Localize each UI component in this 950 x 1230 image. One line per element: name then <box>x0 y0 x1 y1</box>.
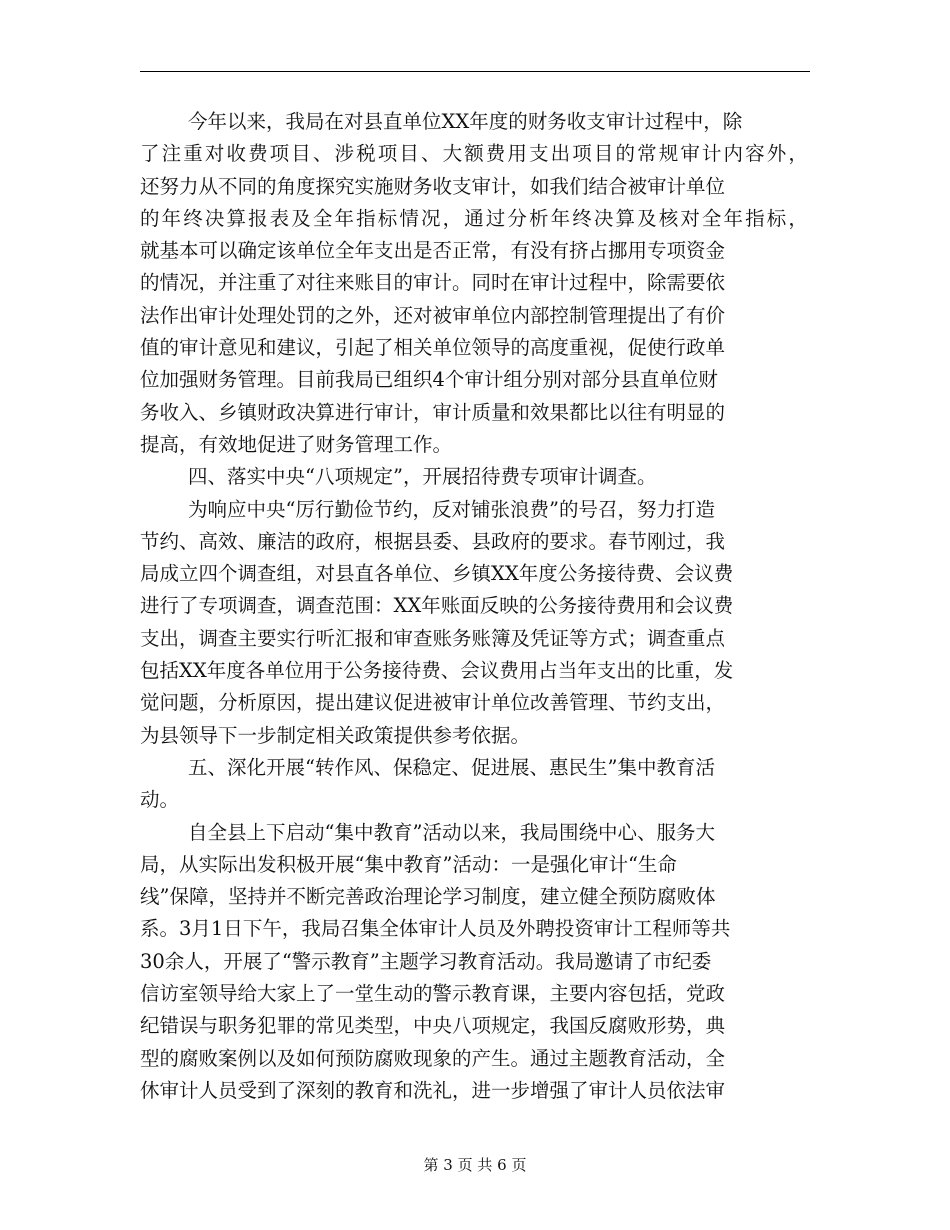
text-line: 为响应中央“厉行勤俭节约，反对铺张浪费”的号召，努力打造 <box>188 497 715 521</box>
text-line: 值的审计意见和建议，引起了相关单位领导的高度重视，促使行政单 <box>140 336 726 360</box>
header-rule <box>140 71 810 72</box>
text-line: 觉问题，分析原因，提出建议促进被审计单位改善管理、节约支出， <box>140 691 726 715</box>
text-line: 还努力从不同的角度探究实施财务收支审计，如我们结合被审计单位 <box>140 174 726 198</box>
text-line: 局成立四个调查组，对县直各单位、乡镇XX年度公务接待费、会议费 <box>140 562 734 586</box>
text-line: 自全县上下启动“集中教育”活动以来，我局围绕中心、服务大 <box>188 820 715 844</box>
text-line: 的年终决算报表及全年指标情况，通过分析年终决算及核对全年指标， <box>140 206 810 230</box>
text-line: 局，从实际出发积极开展“集中教育”活动：一是强化审计“生命 <box>140 852 677 876</box>
text-line: 休审计人员受到了深刻的教育和洗礼，进一步增强了审计人员依法审 <box>140 1078 726 1102</box>
text-line: 为县领导下一步制定相关政策提供参考依据。 <box>140 723 531 747</box>
text-line: 节约、高效、廉洁的政府，根据县委、县政府的要求。春节刚过，我 <box>140 529 726 553</box>
text-line: 今年以来，我局在对县直单位XX年度的财务收支审计过程中，除 <box>188 110 743 133</box>
text-line: 动。 <box>140 788 180 812</box>
text-line: 法作出审计处理处罚的之外，还对被审单位内部控制管理提出了有价 <box>140 303 726 327</box>
text-line: 的情况，并注重了对往来账目的审计。同时在审计过程中，除需要依 <box>140 271 726 295</box>
text-line: 包括XX年度各单位用于公务接待费、会议费用占当年支出的比重，发 <box>140 659 734 683</box>
text-line: 系。3月1日下午，我局召集全体审计人员及外聘投资审计工程师等共 <box>140 917 731 941</box>
text-line: 30余人，开展了“警示教育”主题学习教育活动。我局邀请了市纪委 <box>140 949 712 973</box>
text-line: 了注重对收费项目、涉税项目、大额费用支出项目的常规审计内容外， <box>140 142 810 166</box>
text-line: 就基本可以确定该单位全年支出是否正常，有没有挤占挪用专项资金 <box>140 239 726 263</box>
text-line: 线”保障，坚持并不断完善政治理论学习制度，建立健全预防腐败体 <box>140 885 716 909</box>
text-line: 信访室领导给大家上了一堂生动的警示教育课，主要内容包括，党政 <box>140 982 726 1006</box>
text-line: 四、落实中央“八项规定”，开展招待费专项审计调查。 <box>188 465 657 489</box>
text-line: 纪错误与职务犯罪的常见类型，中央八项规定，我国反腐败形势，典 <box>140 1014 726 1038</box>
text-line: 型的腐败案例以及如何预防腐败现象的产生。通过主题教育活动，全 <box>140 1046 726 1070</box>
text-line: 五、深化开展“转作风、保稳定、促进展、惠民生”集中教育活 <box>188 755 715 779</box>
text-line: 位加强财务管理。目前我局已组织4个审计组分别对部分县直单位财 <box>140 368 718 392</box>
text-line: 进行了专项调查，调查范围：XX年账面反映的公务接待费用和会议费 <box>140 594 734 618</box>
text-line: 提高，有效地促进了财务管理工作。 <box>140 432 453 456</box>
text-line: 支出，调查主要实行听汇报和审查账务账簿及凭证等方式；调查重点 <box>140 626 726 650</box>
body-text <box>140 106 810 1107</box>
page-footer: 第 3 页 共 6 页 <box>423 1156 527 1174</box>
text-line: 务收入、乡镇财政决算进行审计，审计质量和效果都比以往有明显的 <box>140 400 726 424</box>
